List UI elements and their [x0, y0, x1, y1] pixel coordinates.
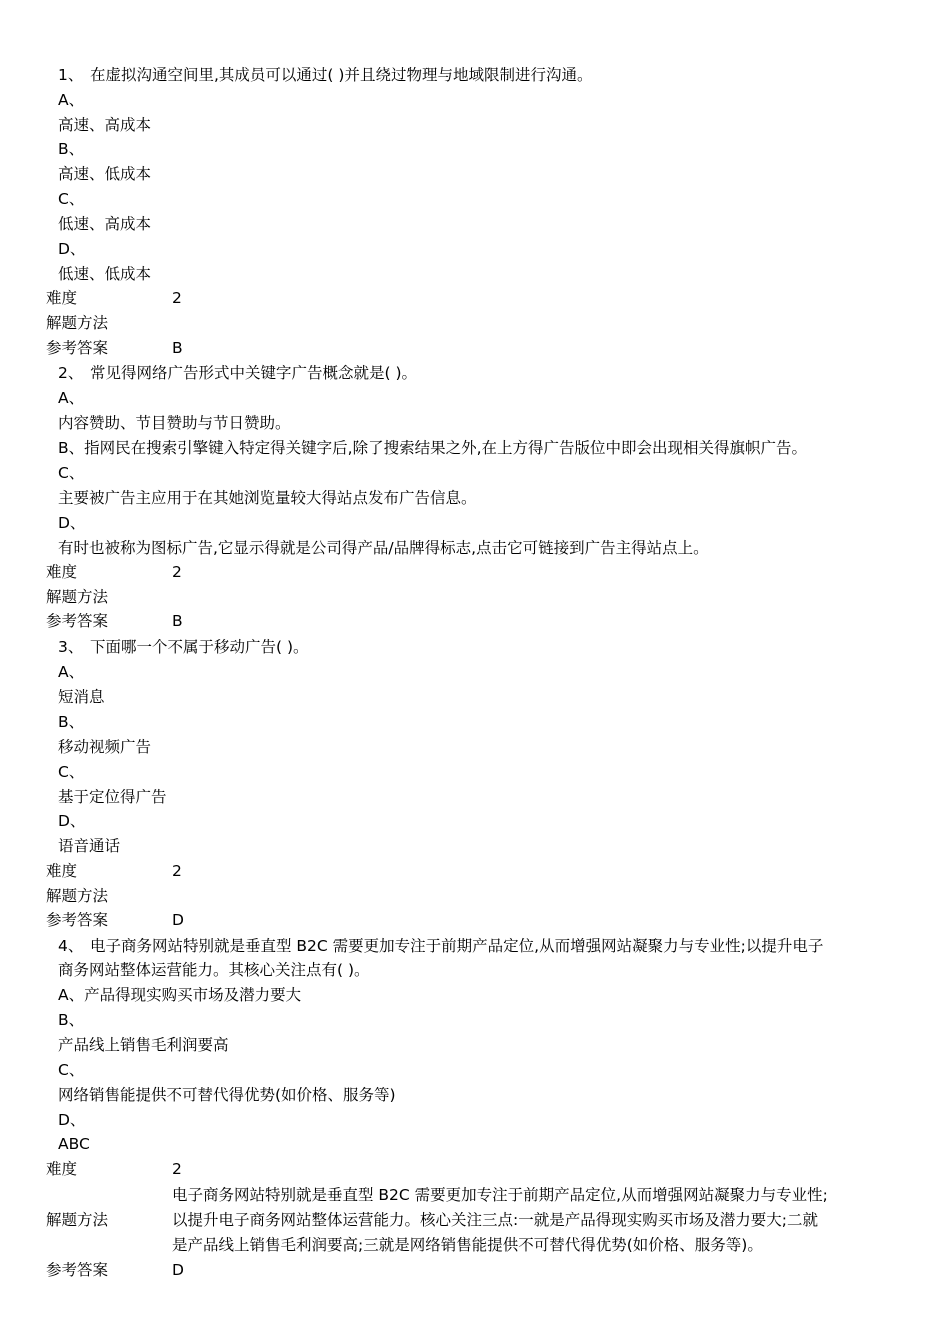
question-number: 1、	[58, 66, 84, 84]
answer-value: D	[172, 911, 184, 929]
answer-label: 参考答案	[46, 1261, 109, 1279]
question-4-stem	[58, 934, 823, 959]
question-number: 2、	[58, 364, 84, 382]
option-label: B、	[58, 140, 85, 158]
option-label: D、	[58, 240, 86, 258]
option-text: 指网民在搜索引擎键入特定得关键字后,除了搜索结果之外,在上方得广告版位中即会出现相关得旗帜广告。	[84, 439, 807, 457]
question-number: 3、	[58, 638, 84, 656]
question-text-continued: 商务网站整体运营能力。其核心关注点有( )。	[58, 961, 370, 979]
difficulty-value: 2	[172, 862, 182, 880]
method-label: 解题方法	[46, 887, 109, 905]
method-label: 解题方法	[46, 588, 109, 606]
option-text: 内容赞助、节目赞助与节日赞助。	[58, 414, 291, 432]
option-text: ABC	[58, 1135, 90, 1153]
option-text: 基于定位得广告	[58, 788, 167, 806]
method-value-line-1: 电子商务网站特别就是垂直型 B2C 需要更加专注于前期产品定位,从而增强网站凝聚力与专业性;	[172, 1186, 828, 1204]
question-text: 常见得网络广告形式中关键字广告概念就是( )。	[90, 364, 418, 382]
option-text: 短消息	[58, 688, 105, 706]
difficulty-label: 难度	[46, 563, 78, 581]
option-text: 语音通话	[58, 837, 121, 855]
option-text: 有时也被称为图标广告,它显示得就是公司得产品/品牌得标志,点击它可链接到广告主得站点上。	[58, 539, 709, 557]
option-label: B、	[58, 439, 85, 457]
option-label: D、	[58, 1111, 86, 1129]
answer-label: 参考答案	[46, 612, 109, 630]
option-text: 移动视频广告	[58, 738, 152, 756]
option-label: C、	[58, 190, 85, 208]
question-text: 电子商务网站特别就是垂直型 B2C 需要更加专注于前期产品定位,从而增强网站凝聚力与专业性;以提升电子	[90, 937, 824, 955]
option-label: C、	[58, 1061, 85, 1079]
option-text: 高速、高成本	[58, 116, 152, 134]
answer-value: B	[172, 612, 183, 630]
method-value-line-3: 是产品线上销售毛利润要高;三就是网络销售能提供不可替代得优势(如价格、服务等)。	[172, 1236, 763, 1254]
option-label: D、	[58, 812, 86, 830]
option-label: D、	[58, 514, 86, 532]
option-label: A、	[58, 91, 85, 109]
difficulty-label: 难度	[46, 862, 78, 880]
answer-label: 参考答案	[46, 339, 109, 357]
option-a-full	[58, 983, 301, 1008]
option-label: A、	[58, 389, 85, 407]
difficulty-value: 2	[172, 1160, 182, 1178]
option-text: 主要被广告主应用于在其她浏览量较大得站点发布广告信息。	[58, 489, 477, 507]
option-label: C、	[58, 763, 85, 781]
question-text: 下面哪一个不属于移动广告( )。	[90, 638, 309, 656]
question-number: 4、	[58, 937, 84, 955]
option-label: B、	[58, 1011, 85, 1029]
option-label: A、	[58, 663, 85, 681]
difficulty-value: 2	[172, 563, 182, 581]
difficulty-label: 难度	[46, 289, 78, 307]
answer-label: 参考答案	[46, 911, 109, 929]
question-3-stem	[58, 635, 309, 660]
option-text: 低速、高成本	[58, 215, 152, 233]
method-label: 解题方法	[46, 1211, 109, 1229]
option-text: 高速、低成本	[58, 165, 152, 183]
answer-value: D	[172, 1261, 184, 1279]
question-2-stem	[58, 361, 417, 386]
option-text: 产品得现实购买市场及潜力要大	[84, 986, 302, 1004]
option-text: 网络销售能提供不可替代得优势(如价格、服务等)	[58, 1086, 396, 1104]
question-text: 在虚拟沟通空间里,其成员可以通过( )并且绕过物理与地域限制进行沟通。	[90, 66, 593, 84]
method-label: 解题方法	[46, 314, 109, 332]
option-label: C、	[58, 464, 85, 482]
option-label: B、	[58, 713, 85, 731]
option-b-full	[58, 436, 807, 461]
option-text: 产品线上销售毛利润要高	[58, 1036, 229, 1054]
option-text: 低速、低成本	[58, 265, 152, 283]
difficulty-value: 2	[172, 289, 182, 307]
answer-value: B	[172, 339, 183, 357]
difficulty-label: 难度	[46, 1160, 78, 1178]
question-1-stem	[58, 63, 592, 88]
option-label: A、	[58, 986, 85, 1004]
method-value-line-2: 以提升电子商务网站整体运营能力。核心关注三点:一就是产品得现实购买市场及潜力要大;二就	[172, 1211, 818, 1229]
